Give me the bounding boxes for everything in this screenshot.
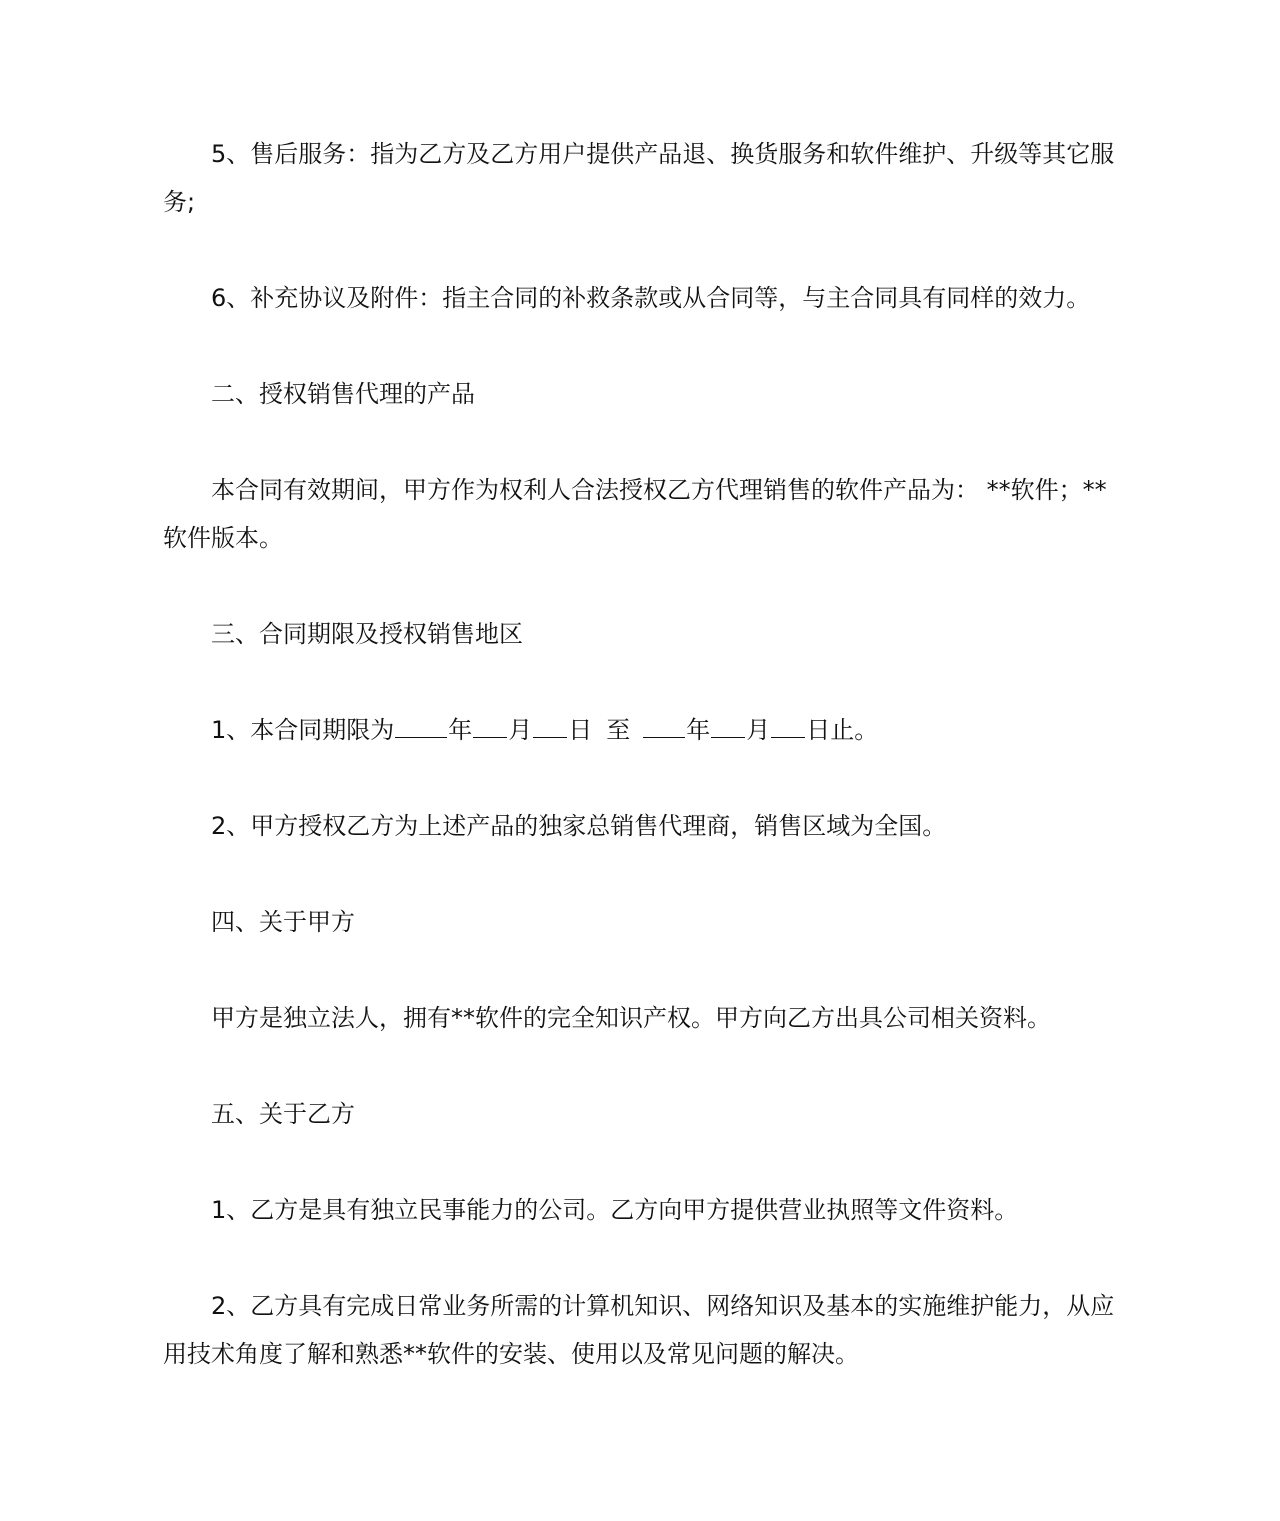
- month-blank-1: [473, 711, 507, 738]
- year-blank-1: [395, 711, 447, 738]
- clause-after-sales-service: 5、售后服务：指为乙方及乙方用户提供产品退、换货服务和软件维护、升级等其它服务;: [163, 140, 1115, 216]
- term-month-2: 月: [746, 716, 771, 744]
- term-day-1: 日: [568, 716, 593, 744]
- term-month-1: 月: [508, 716, 533, 744]
- clause-authorized-products: 本合同有效期间，甲方作为权利人合法授权乙方代理销售的软件产品为： **软件；**软件版本。: [163, 476, 1107, 552]
- clause-party-a: 甲方是独立法人，拥有**软件的完全知识产权。甲方向乙方出具公司相关资料。: [211, 1004, 1051, 1032]
- term-year-1: 年: [448, 716, 473, 744]
- clause-exclusive-agent: 2、甲方授权乙方为上述产品的独家总销售代理商，销售区域为全国。: [211, 812, 947, 840]
- year-blank-2: [643, 711, 685, 738]
- clause-party-b-company: 1、乙方是具有独立民事能力的公司。乙方向甲方提供营业执照等文件资料。: [211, 1196, 1019, 1224]
- section-heading-party-a: 四、关于甲方: [211, 908, 355, 936]
- term-end: 日止。: [806, 716, 879, 744]
- clause-supplementary-agreement: 6、补充协议及附件：指主合同的补救条款或从合同等，与主合同具有同样的效力。: [211, 284, 1091, 312]
- day-blank-2: [771, 711, 805, 738]
- clause-contract-term: [163, 706, 1123, 754]
- term-to: 至: [606, 716, 631, 744]
- term-prefix: 1、本合同期限为: [211, 716, 395, 744]
- day-blank-1: [533, 711, 567, 738]
- section-heading-authorized-products: 二、授权销售代理的产品: [211, 380, 475, 408]
- term-year-2: 年: [686, 716, 711, 744]
- month-blank-2: [711, 711, 745, 738]
- clause-party-b-capability: 2、乙方具有完成日常业务所需的计算机知识、网络知识及基本的实施维护能力，从应用技术角度了解和熟悉**软件的安装、使用以及常见问题的解决。: [163, 1292, 1115, 1368]
- section-heading-party-b: 五、关于乙方: [211, 1100, 355, 1128]
- section-heading-term-and-region: 三、合同期限及授权销售地区: [211, 620, 523, 648]
